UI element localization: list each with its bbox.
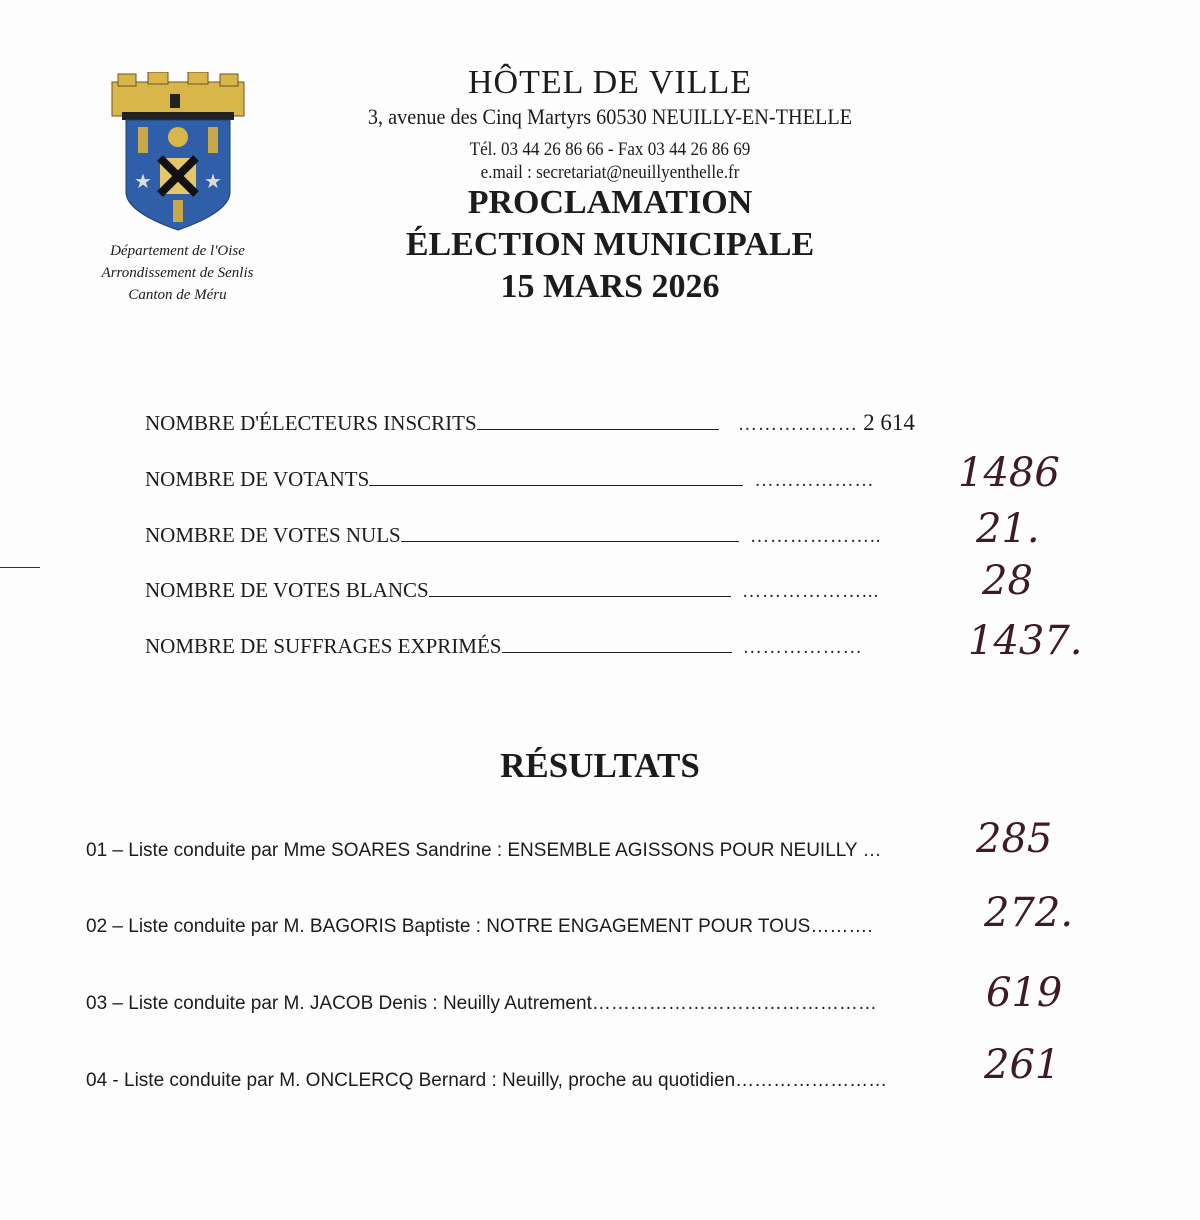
stat-label: NOMBRE DE SUFFRAGES EXPRIMÉS: [145, 634, 502, 658]
department-info: [90, 240, 265, 306]
email: e.mail : secretariat@neuillyenthelle.fr: [480, 162, 740, 183]
stat-label: NOMBRE D'ÉLECTEURS INSCRITS: [145, 411, 477, 435]
proclamation-title: PROCLAMATION: [467, 184, 753, 221]
phone-fax: Tél. 03 44 26 86 66 - Fax 03 44 26 86 69: [469, 139, 751, 160]
stat-dots: ………………...: [741, 581, 880, 602]
result-row: 01 – Liste conduite par Mme SOARES Sandrine : ENSEMBLE AGISSONS POUR NEUILLY …: [86, 840, 882, 861]
exprimes-handwritten: 1437.: [968, 618, 1083, 664]
result-votes-handwritten: 619: [986, 970, 1063, 1016]
stat-label: NOMBRE DE VOTANTS: [145, 467, 370, 491]
department: Département de l'Oise: [110, 243, 245, 259]
stat-label: NOMBRE DE VOTES NULS: [145, 523, 401, 547]
coat-of-arms-logo: [108, 72, 248, 232]
arrondissement: Arrondissement de Senlis: [101, 265, 254, 281]
result-row: 02 – Liste conduite par M. BAGORIS Baptiste : NOTRE ENGAGEMENT POUR TOUS……….: [86, 916, 873, 937]
stat-row: [145, 467, 875, 492]
stat-row: [145, 410, 915, 436]
results-title: RÉSULTATS: [500, 746, 700, 785]
blancs-handwritten: 28: [982, 558, 1033, 604]
nuls-handwritten: 21.: [976, 506, 1040, 552]
result-row: 04 - Liste conduite par M. ONCLERCQ Bernard : Neuilly, proche au quotidien……………………: [86, 1070, 888, 1091]
svg-text:★: ★: [134, 171, 152, 193]
stat-row: [145, 634, 863, 659]
stat-row: [145, 523, 881, 548]
stat-value: 2 614: [863, 410, 915, 435]
canton: Canton de Méru: [128, 287, 227, 303]
stat-dots: ………………: [742, 637, 863, 658]
stat-row: [145, 578, 879, 603]
address: 3, avenue des Cinq Martyrs 60530 NEUILLY-EN-THELLE: [367, 104, 853, 129]
votants-handwritten: 1486: [958, 450, 1060, 496]
election-date: 15 MARS 2026: [500, 268, 720, 305]
stat-dots: ………………: [737, 414, 858, 435]
result-votes-handwritten: 272.: [984, 890, 1074, 936]
result-votes-handwritten: 261: [984, 1042, 1061, 1088]
result-votes-handwritten: 285: [976, 816, 1053, 862]
stat-dots: ………………..: [749, 526, 882, 547]
town-hall-title: HÔTEL DE VILLE: [467, 64, 753, 101]
stat-label: NOMBRE DE VOTES BLANCS: [145, 578, 429, 602]
election-title: ÉLECTION MUNICIPALE: [405, 226, 815, 263]
result-row: 03 – Liste conduite par M. JACOB Denis : Neuilly Autrement………………………………………: [86, 993, 877, 1014]
stat-dots: ………………: [754, 470, 875, 491]
scan-edge-mark: [0, 567, 40, 568]
svg-text:★: ★: [204, 171, 222, 193]
